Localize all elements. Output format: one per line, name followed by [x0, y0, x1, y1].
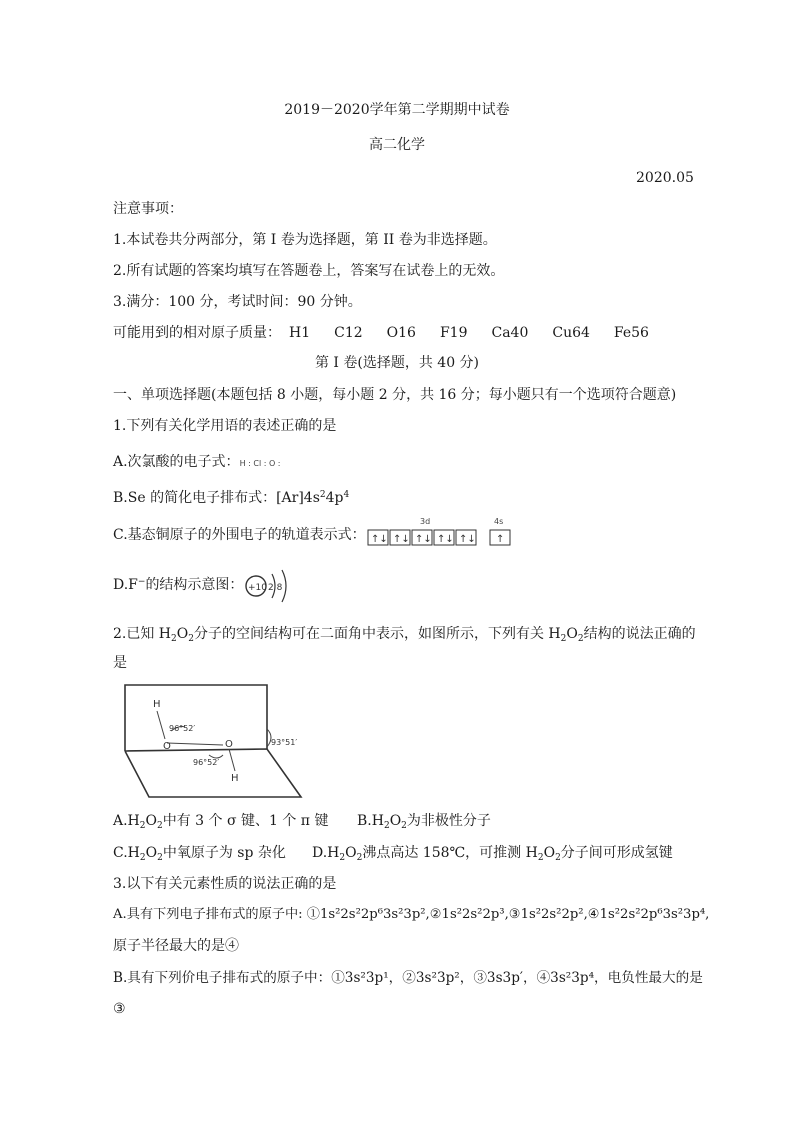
q3-option-a-line1: A.具有下列电子排布式的原子中: ①1s²2s²2p⁶3s²3p²,②1s²2s²2p³,③1s²2s²2p²,④1s²2s²2p⁶3s²3p⁴,	[113, 907, 710, 922]
q2-sub: 2	[171, 634, 177, 644]
svg-text:↑: ↑	[496, 534, 505, 545]
fig-o-right: O	[225, 739, 233, 750]
q2-stem-d: O	[566, 626, 578, 642]
q2-stem-line2: 是	[113, 655, 127, 671]
mass-o: O16	[386, 325, 416, 341]
q2-sub: 2	[139, 853, 146, 863]
q2-b-a: B.H	[357, 813, 384, 829]
h2o2-dihedral-figure	[113, 681, 313, 803]
atomic-masses-line	[113, 325, 649, 342]
q2-option-c	[113, 845, 286, 862]
fig-h-top: H	[153, 699, 161, 710]
q1-option-c-text: C.基态铜原子的外围电子的轨道表示式：	[113, 527, 366, 543]
fluoride-nucleus-label: +10	[248, 583, 267, 593]
q2-sub: 2	[139, 821, 146, 831]
notice-item-2: 2.所有试题的答案均填写在答题卷上，答案写在试卷上的无效。	[113, 263, 505, 279]
q3-option-b-line2: ③	[113, 1001, 126, 1017]
q2-d-a: D.H	[312, 845, 340, 861]
q2-a-c: 中有 3 个 σ 键、1 个 π 键	[162, 813, 329, 829]
q3-stem: 3.以下有关元素性质的说法正确的是	[113, 876, 337, 892]
q1-d-sup: −	[137, 577, 146, 587]
q2-c-b: O	[145, 845, 158, 861]
q2-sub: 2	[356, 853, 363, 863]
orbital-label-3d: 3d	[420, 517, 431, 526]
fluoride-shells-label: 2 8	[268, 583, 283, 593]
mass-c: C12	[334, 325, 363, 341]
q2-d-d: O	[543, 845, 556, 861]
q2-c-c: 中氧原子为 sp 杂化	[162, 845, 286, 861]
q2-option-d	[312, 845, 673, 862]
mass-f: F19	[439, 325, 468, 341]
hypochlorous-electron-formula: H : Cl : O :	[239, 459, 281, 468]
q2-stem-b: O	[176, 626, 189, 642]
svg-text:↑↓: ↑↓	[415, 534, 432, 545]
q3-option-b-line1: B.具有下列价电子排布式的原子中：①3s²3p¹，②3s²3p²，③3s3p′，④3s²3p⁴，电负性最大的是	[113, 970, 703, 986]
notice-item-1: 1.本试卷共分两部分，第 I 卷为选择题，第 II 卷为非选择题。	[113, 232, 497, 248]
mass-fe: Fe56	[613, 325, 649, 341]
exam-subject: 高二化学	[369, 137, 425, 153]
q2-sub: 2	[383, 821, 390, 831]
exam-title: 2019－2020学年第二学期期中试卷	[284, 102, 510, 118]
q2-stem-a: 2.已知 H	[113, 626, 172, 642]
q2-a-a: A.H	[113, 813, 140, 829]
q1-option-a-text: A.次氯酸的电子式：	[113, 454, 240, 470]
q2-sub: 2	[577, 634, 584, 644]
copper-orbital-diagram	[367, 529, 513, 547]
q2-sub: 2	[157, 853, 163, 863]
svg-text:↑↓: ↑↓	[393, 534, 410, 545]
mass-cu: Cu64	[552, 325, 590, 341]
mass-ca: Ca40	[491, 325, 529, 341]
fig-o-left: O	[163, 741, 171, 752]
q2-stem-e: 结构的说法正确的	[583, 626, 696, 642]
fig-h-bottom: H	[231, 773, 239, 784]
fig-angle-1: 96°52′	[169, 724, 196, 733]
q2-sub: 2	[537, 853, 544, 863]
fluoride-structure-diagram	[244, 567, 292, 605]
q1-option-d	[113, 577, 243, 594]
notice-heading: 注意事项：	[113, 201, 183, 217]
svg-text:↑↓: ↑↓	[459, 534, 476, 545]
q2-option-a	[113, 813, 328, 830]
part1-title: 第 I 卷(选择题，共 40 分)	[314, 355, 480, 371]
q1-option-d-rest: 的结构示意图：	[145, 577, 244, 593]
q2-b-c: 为非极性分子	[406, 813, 491, 829]
fig-angle-2: 96°52′	[193, 758, 220, 767]
q2-b-b: O	[389, 813, 402, 829]
q2-sub: 2	[560, 634, 567, 644]
q1-option-d-text: D.F	[113, 577, 138, 593]
q1-option-b-text: B.Se 的简化电子排布式：[Ar]4s	[113, 490, 320, 506]
q2-sub: 2	[401, 821, 407, 831]
q1-option-a	[113, 454, 280, 471]
svg-text:↑↓: ↑↓	[437, 534, 454, 545]
exam-date: 2020.05	[636, 170, 694, 186]
q1-option-c	[113, 527, 366, 544]
q2-sub: 2	[555, 853, 561, 863]
section-title: 一、单项选择题(本题包括 8 小题，每小题 2 分，共 16 分；每小题只有一个选项符合题意)	[113, 387, 677, 403]
q2-option-b	[357, 813, 491, 830]
q1-b-mid: 4p	[325, 490, 344, 506]
mass-h: H1	[289, 325, 311, 341]
fig-angle-3: 93°51′	[271, 738, 298, 747]
q2-sub: 2	[157, 821, 163, 831]
q2-d-e: 分子间可形成氢键	[560, 845, 673, 861]
q2-stem-c: 分子的空间结构可在二面角中表示，如图所示，下列有关 H	[193, 626, 561, 642]
q2-sub: 2	[339, 853, 346, 863]
q2-d-c: 沸点高达 158℃，可推测 H	[362, 845, 538, 861]
orbital-label-4s: 4s	[494, 517, 504, 526]
svg-text:↑↓: ↑↓	[371, 534, 388, 545]
q1-b-sup1: 2	[319, 490, 326, 500]
q1-option-b	[113, 490, 349, 507]
q3-option-a-line2: 原子半径最大的是④	[113, 938, 239, 954]
q2-stem-line1	[113, 626, 696, 643]
q2-c-a: C.H	[113, 845, 140, 861]
q2-d-b: O	[345, 845, 357, 861]
q2-a-b: O	[145, 813, 157, 829]
atomic-masses-label: 可能用到的相对原子质量：	[113, 325, 281, 341]
notice-item-3: 3.满分：100 分，考试时间：90 分钟。	[113, 294, 362, 310]
q1-b-sup2: 4	[343, 490, 350, 500]
q1-stem: 1.下列有关化学用语的表述正确的是	[113, 418, 337, 434]
q2-sub: 2	[188, 634, 194, 644]
